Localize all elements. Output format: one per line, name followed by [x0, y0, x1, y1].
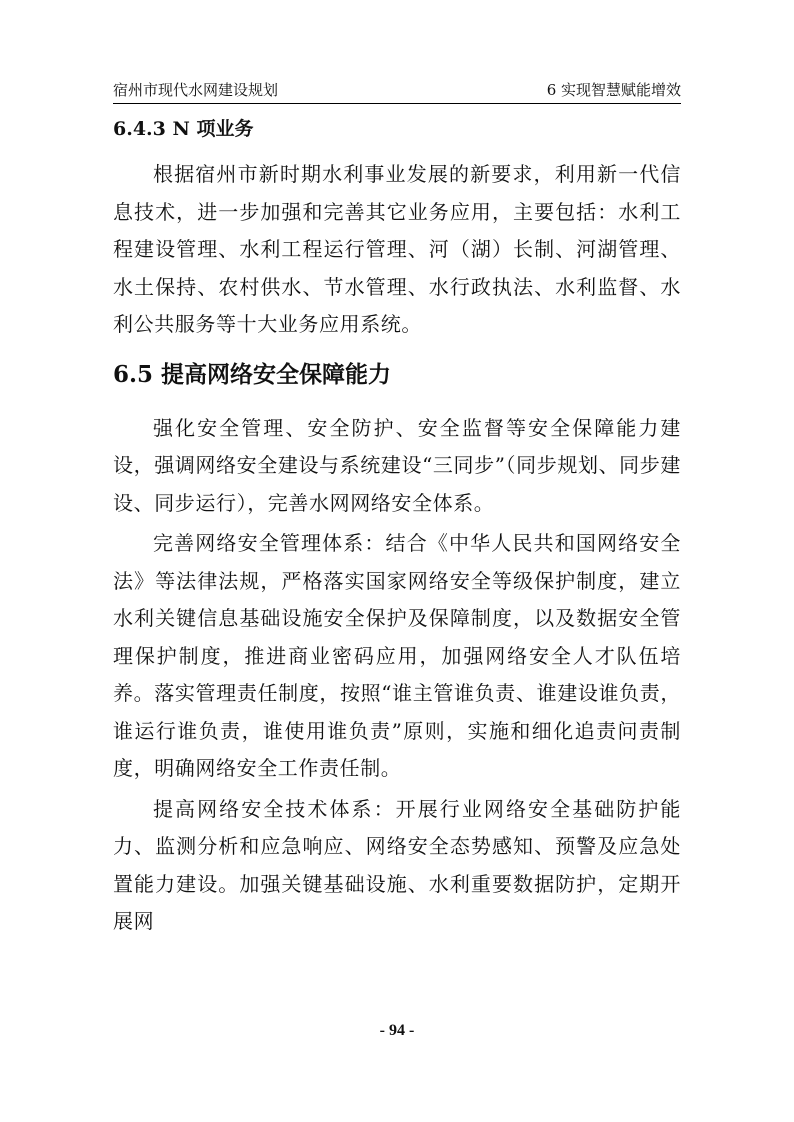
section-heading-6-4-3: 6.4.3 N 项业务 [113, 118, 254, 140]
header-chapter-title: 6 实现智慧赋能增效 [546, 81, 681, 99]
page-body [113, 116, 681, 944]
header-divider [113, 103, 681, 104]
running-header [113, 78, 681, 100]
paragraph: 提高网络安全技术体系：开展行业网络安全基础防护能力、监测分析和应急响应、网络安全态势感知、预警及应急处置能力建设。加强关键基础设施、水利重要数据防护，定期开展网 [113, 796, 681, 933]
paragraph: 完善网络安全管理体系：结合《中华人民共和国网络安全法》等法律法规，严格落实国家网络安全等级保护制度，建立水利关键信息基础设施安全保护及保障制度，以及数据安全管理保护制度，推进商业密码应用，加强网络安全人才队伍培养。落实管理责任制度，按照“谁主管谁负责、谁建设谁负责，谁运行谁负责，谁使用谁负责”原则，实施和细化追责问责制度，明确网络安全工作责任制。 [113, 531, 681, 780]
paragraph: 根据宿州市新时期水利事业发展的新要求，利用新一代信息技术，进一步加强和完善其它业务应用，主要包括：水利工程建设管理、水利工程运行管理、河（湖）长制、河湖管理、水土保持、农村供水、节水管理、水行政执法、水利监督、水利公共服务等十大业务应用系统。 [113, 162, 681, 336]
header-document-title: 宿州市现代水网建设规划 [113, 81, 279, 99]
section-heading-6-5: 6.5 提高网络安全保障能力 [113, 360, 392, 388]
page-number: - 94 - [379, 1022, 415, 1039]
paragraph: 强化安全管理、安全防护、安全监督等安全保障能力建设，强调网络安全建设与系统建设“三同步”（同步规划、同步建设、同步运行），完善水网网络安全体系。 [113, 415, 681, 515]
